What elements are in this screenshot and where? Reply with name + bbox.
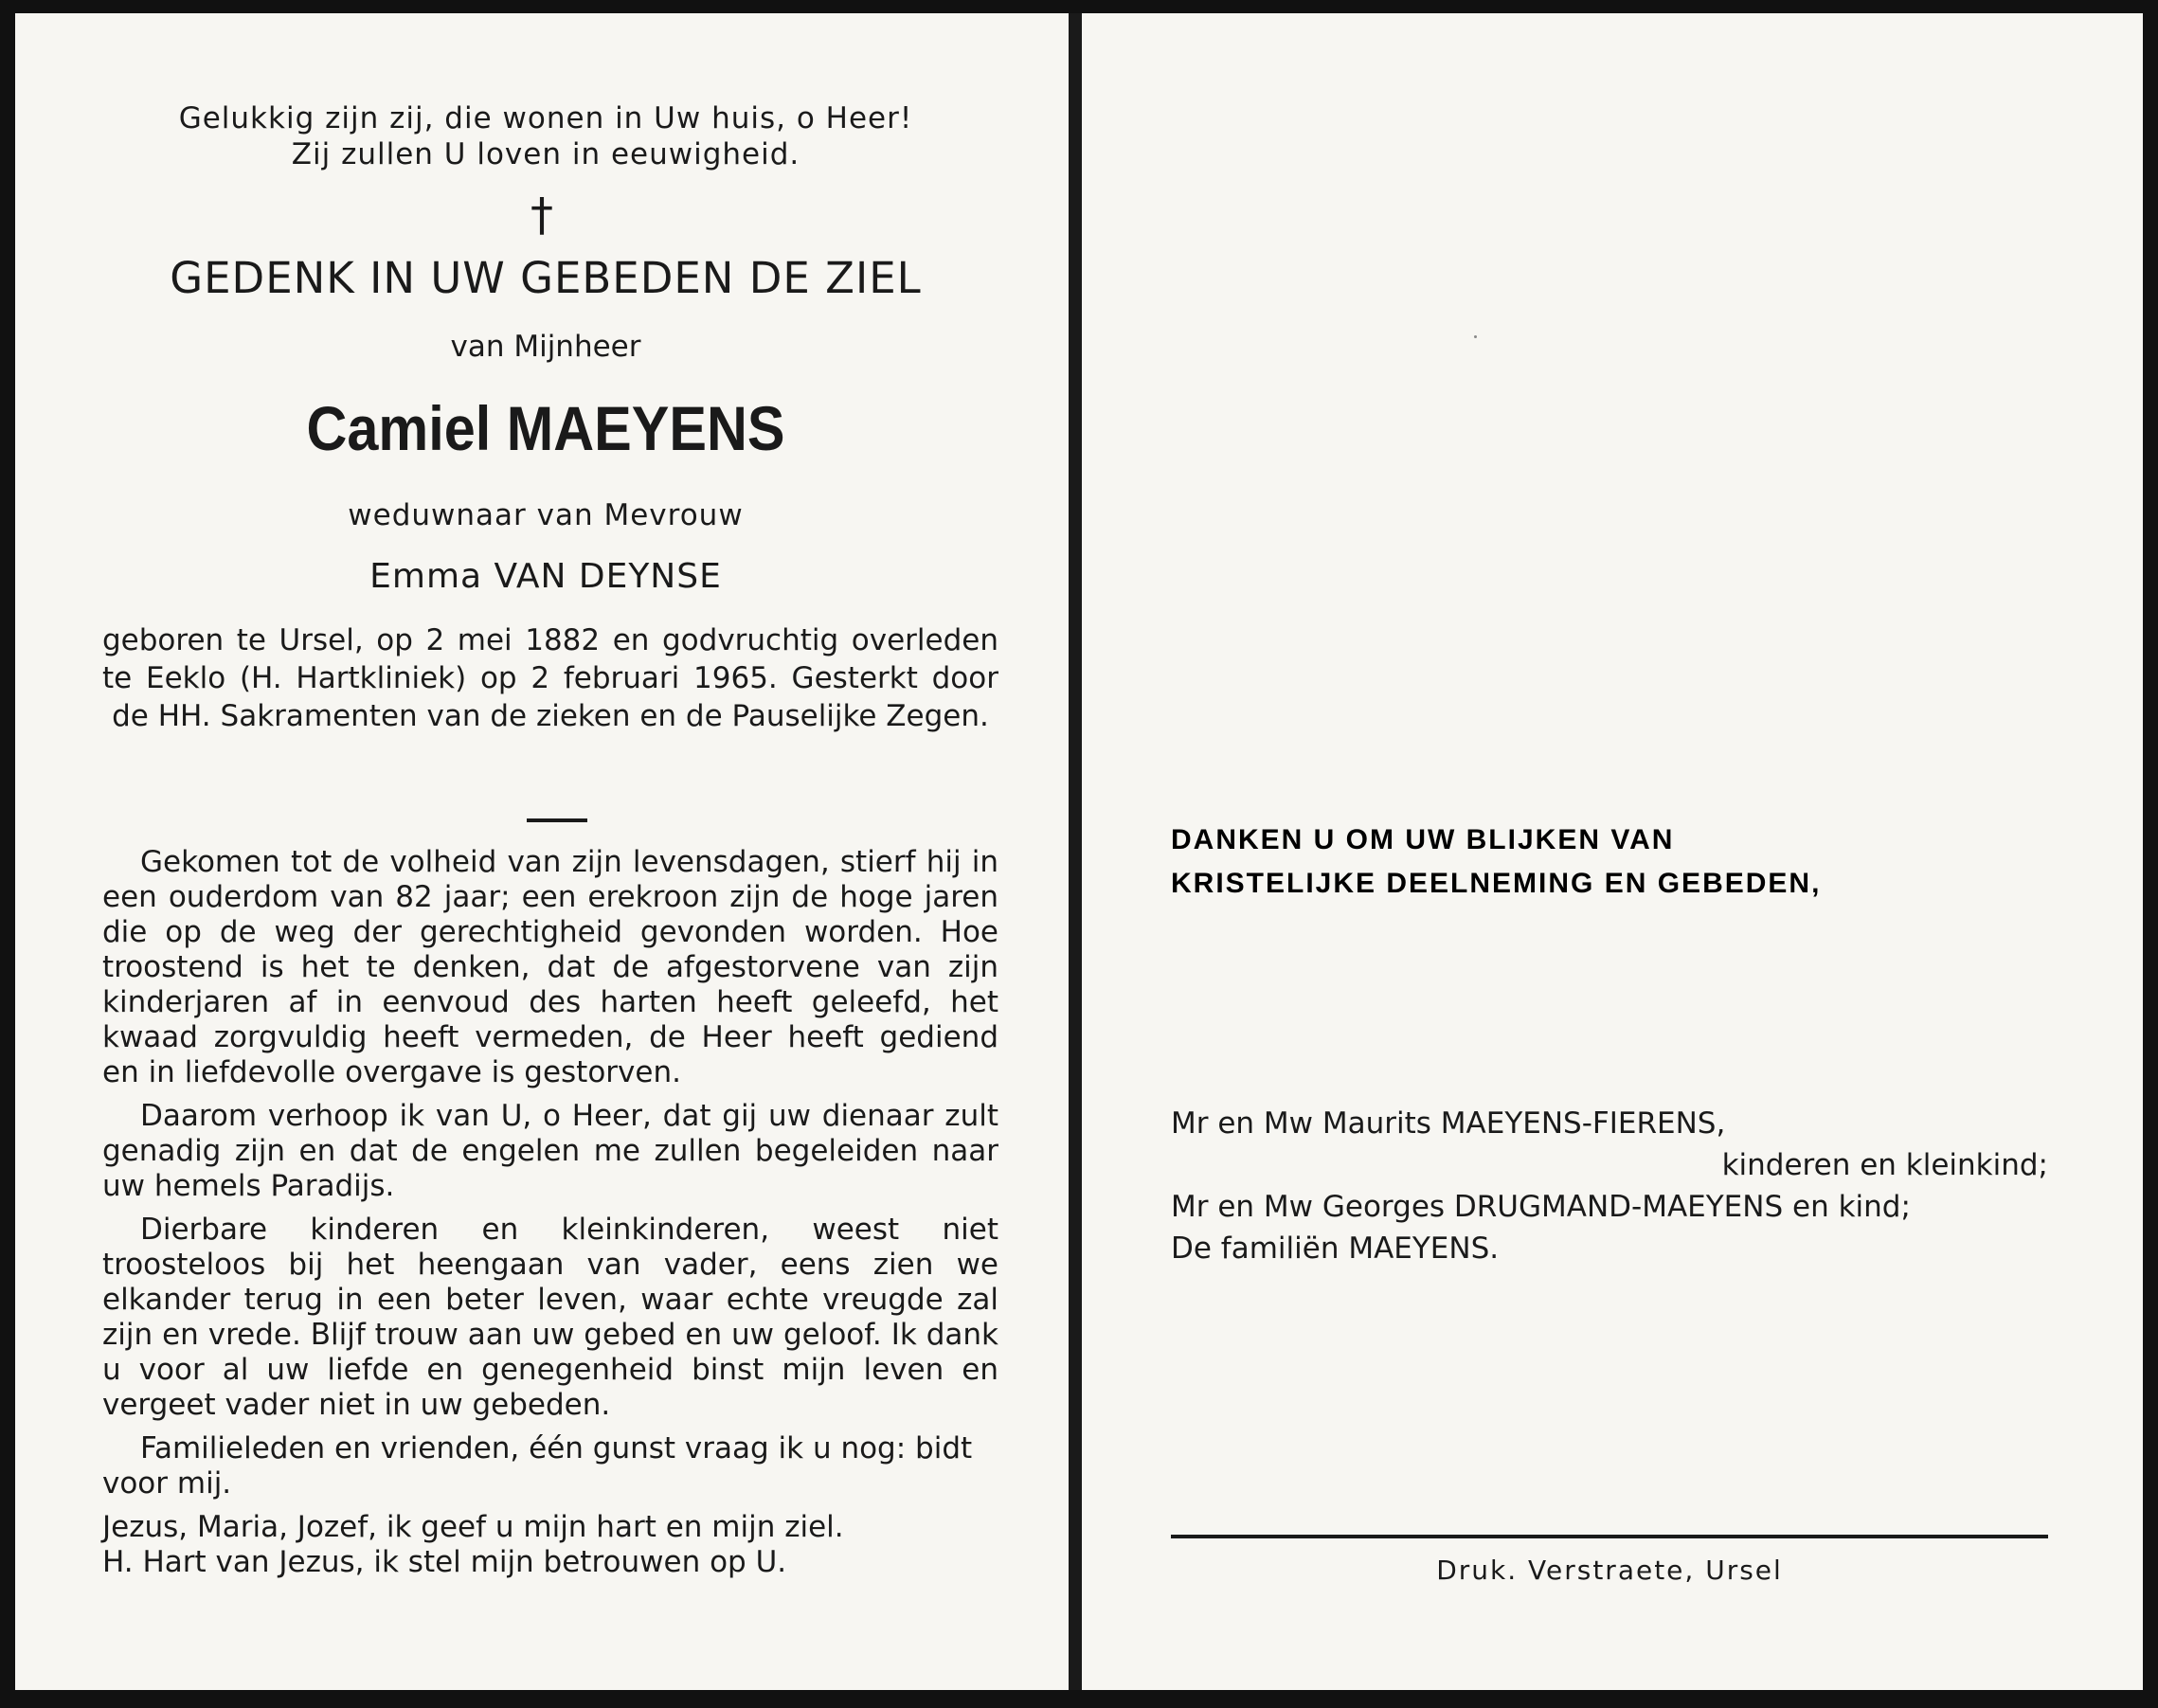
family-list xyxy=(1171,1103,2048,1269)
fold-line xyxy=(1069,13,1082,1690)
psalm-line-2: Zij zullen U loven in eeuwigheid. xyxy=(291,137,800,171)
left-page xyxy=(15,13,1069,1690)
heading: GEDENK IN UW GEBEDEN DE ZIEL xyxy=(170,253,922,303)
printer-rule xyxy=(1171,1535,2048,1538)
family-line-1: Mr en Mw Maurits MAEYENS-FIERENS, xyxy=(1171,1106,1726,1141)
family-line-1b: kinderen en kleinkind; xyxy=(1721,1148,2048,1182)
thanks-line-1: DANKEN U OM UW BLIJKEN VAN xyxy=(1171,824,1675,855)
thanks-line-2: KRISTELIJKE DEELNEMING EN GEBEDEN, xyxy=(1171,868,1822,899)
family-line-2: Mr en Mw Georges DRUGMAND-MAEYENS en kind; xyxy=(1171,1190,1911,1224)
widower-line: weduwnaar van Mevrouw xyxy=(348,498,744,532)
printer-credit: Druk. Verstraete, Ursel xyxy=(1436,1555,1783,1586)
closing-line-2: H. Hart van Jezus, ik stel mijn betrouwen op U. xyxy=(102,1545,787,1579)
closing-prayer xyxy=(102,1510,998,1580)
paragraph: Gekomen tot de volheid van zijn levensdagen, stierf hij in een ouderdom van 82 jaar; een erekroon zijn de hoge jaren die op de weg der gerechtigheid gevonden worden. Hoe troostend is het te denken, dat de afgestorvene van zijn kinderjaren af in eenvoud des harten heeft geleefd, het kwaad zorgvuldig heeft vermeden, de Heer heeft gediend en in liefdevolle overgave is gestorven. xyxy=(102,845,998,1089)
divider xyxy=(527,818,587,822)
title-prefix: van Mijnheer xyxy=(450,330,641,364)
cross-icon: † xyxy=(531,189,553,242)
thanks-text xyxy=(1171,818,2023,906)
paragraph: Dierbare kinderen en kleinkinderen, weest niet troosteloos bij het heengaan van vader, eens zien we elkander terug in een beter leven, waar echte vreugde zal zijn en vrede. Blijf trouw aan uw gebed en uw geloof. Ik dank u voor al uw liefde en genegenheid binst mijn leven en vergeet vader niet in uw gebeden. xyxy=(102,1213,998,1422)
paragraph: Daarom verhoop ik van U, o Heer, dat gij uw dienaar zult genadig zijn en dat de engelen me zullen begeleiden naar uw hemels Paradijs. xyxy=(102,1099,998,1203)
psalm-line-1: Gelukkig zijn zij, die wonen in Uw huis, o Heer! xyxy=(178,101,913,135)
family-line-3: De familiën MAEYENS. xyxy=(1171,1232,1500,1266)
paragraph: Familieleden en vrienden, één gunst vraag ik u nog: bidt voor mij. xyxy=(102,1431,973,1501)
paper-speck xyxy=(1474,335,1477,338)
birth-death-details: geboren te Ursel, op 2 mei 1882 en godvruchtig overleden te Eeklo (H. Hartkliniek) op 2 februari 1965. Gesterkt door de HH. Sakramenten van de zieken en de Pauselijke Zegen. xyxy=(102,623,998,733)
spouse-name: Emma VAN DEYNSE xyxy=(369,557,722,596)
closing-line-1: Jezus, Maria, Jozef, ik geef u mijn hart en mijn ziel. xyxy=(102,1510,844,1544)
deceased-name: Camiel MAEYENS xyxy=(306,393,785,463)
psalm-verse xyxy=(72,100,1019,172)
memorial-text xyxy=(102,845,998,1580)
